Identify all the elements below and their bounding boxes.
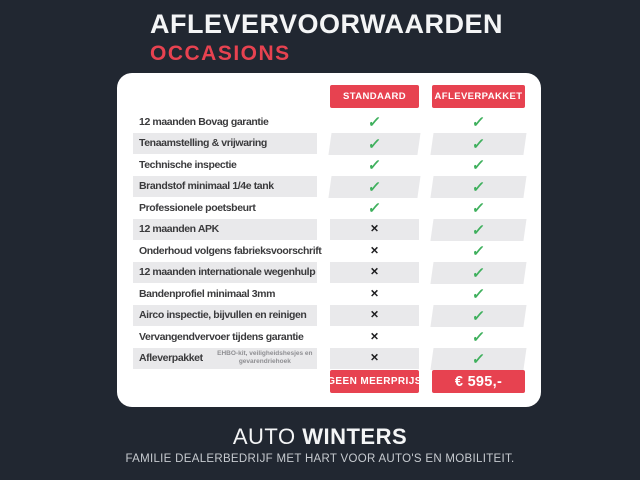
cross-icon: ✕ [330,348,419,370]
cross-icon: ✕ [330,305,419,327]
check-icon: ✓ [430,176,526,198]
row-label-text: Airco inspectie, bijvullen en reinigen [139,309,307,322]
comparison-table-card [117,73,541,407]
column-header-afleverpakket: AFLEVERPAKKET [432,85,525,108]
row-label-text: Onderhoud volgens fabrieksvoorschrift [139,244,322,257]
row-label [133,262,317,284]
row-label [133,154,317,176]
table-row [133,326,525,348]
table-row [133,240,525,262]
brand-name-regular: AUTO [232,424,296,449]
check-icon: ✓ [470,113,486,131]
cross-icon: ✕ [330,262,419,284]
row-note: EHBO-kit, veiligheidshesjes en gevarendriehoek [217,350,313,366]
table-row [133,133,525,155]
row-label-text: Tenaamstelling & vrijwaring [139,137,267,150]
row-label-text: Professionele poetsbeurt [139,201,256,214]
table-row [133,111,525,133]
check-icon: ✓ [328,133,420,155]
check-icon: ✓ [328,176,420,198]
brand-name-bold: WINTERS [302,424,408,449]
footer-spacer [133,370,317,393]
table-row [133,197,525,219]
check-icon: ✓ [366,113,382,131]
brand-tagline: FAMILIE DEALERBEDRIJF MET HART VOOR AUTO'S EN MOBILITEIT. [125,453,515,465]
row-label [133,133,317,155]
row-label-text: 12 maanden APK [139,223,219,236]
row-label [133,219,317,241]
header-spacer [133,85,317,108]
check-icon: ✓ [366,156,382,174]
table-row [133,219,525,241]
check-icon: ✓ [470,285,486,303]
cross-icon: ✕ [370,244,379,257]
row-label [133,240,322,262]
check-icon: ✓ [430,133,526,155]
row-label [133,111,317,133]
row-label [133,283,317,305]
row-label-text: 12 maanden internationale wegenhulp [139,266,316,279]
row-label-text: 12 maanden Bovag garantie [139,115,269,128]
table-footer-row [133,370,525,393]
cross-icon: ✕ [370,330,379,343]
row-label [133,305,317,327]
row-label [133,197,317,219]
table-row [133,262,525,284]
row-label-text: Technische inspectie [139,158,237,171]
table-row [133,348,525,370]
row-label-text: Afleverpakket [139,352,203,365]
page-subtitle: OCCASIONS [150,41,291,65]
table-row [133,305,525,327]
check-icon: ✓ [366,199,382,217]
table-row [133,154,525,176]
row-label [133,176,317,198]
cross-icon: ✕ [330,219,419,241]
check-icon: ✓ [470,328,486,346]
brand-name [0,424,640,450]
column-header-standaard: STANDAARD [330,85,419,108]
table-header-row [133,85,525,108]
row-label-text: Bandenprofiel minimaal 3mm [139,287,276,300]
check-icon: ✓ [470,199,486,217]
table-row [133,176,525,198]
check-icon: ✓ [430,348,526,370]
check-icon: ✓ [430,262,526,284]
table-row [133,283,525,305]
row-label [133,326,317,348]
row-label-text: Brandstof minimaal 1/4e tank [139,180,274,193]
check-icon: ✓ [470,242,486,260]
page-title: AFLEVERVOORWAARDEN [150,9,504,39]
page-header [150,10,503,65]
row-label [133,348,317,370]
price-standaard: GEEN MEERPRIJS [330,370,419,393]
check-icon: ✓ [430,219,526,241]
check-icon: ✓ [430,305,526,327]
cross-icon: ✕ [370,287,379,300]
table-rows [133,111,525,369]
check-icon: ✓ [470,156,486,174]
page-footer [0,424,640,465]
price-afleverpakket: € 595,- [432,370,525,393]
row-label-text: Vervangendvervoer tijdens garantie [139,330,304,343]
